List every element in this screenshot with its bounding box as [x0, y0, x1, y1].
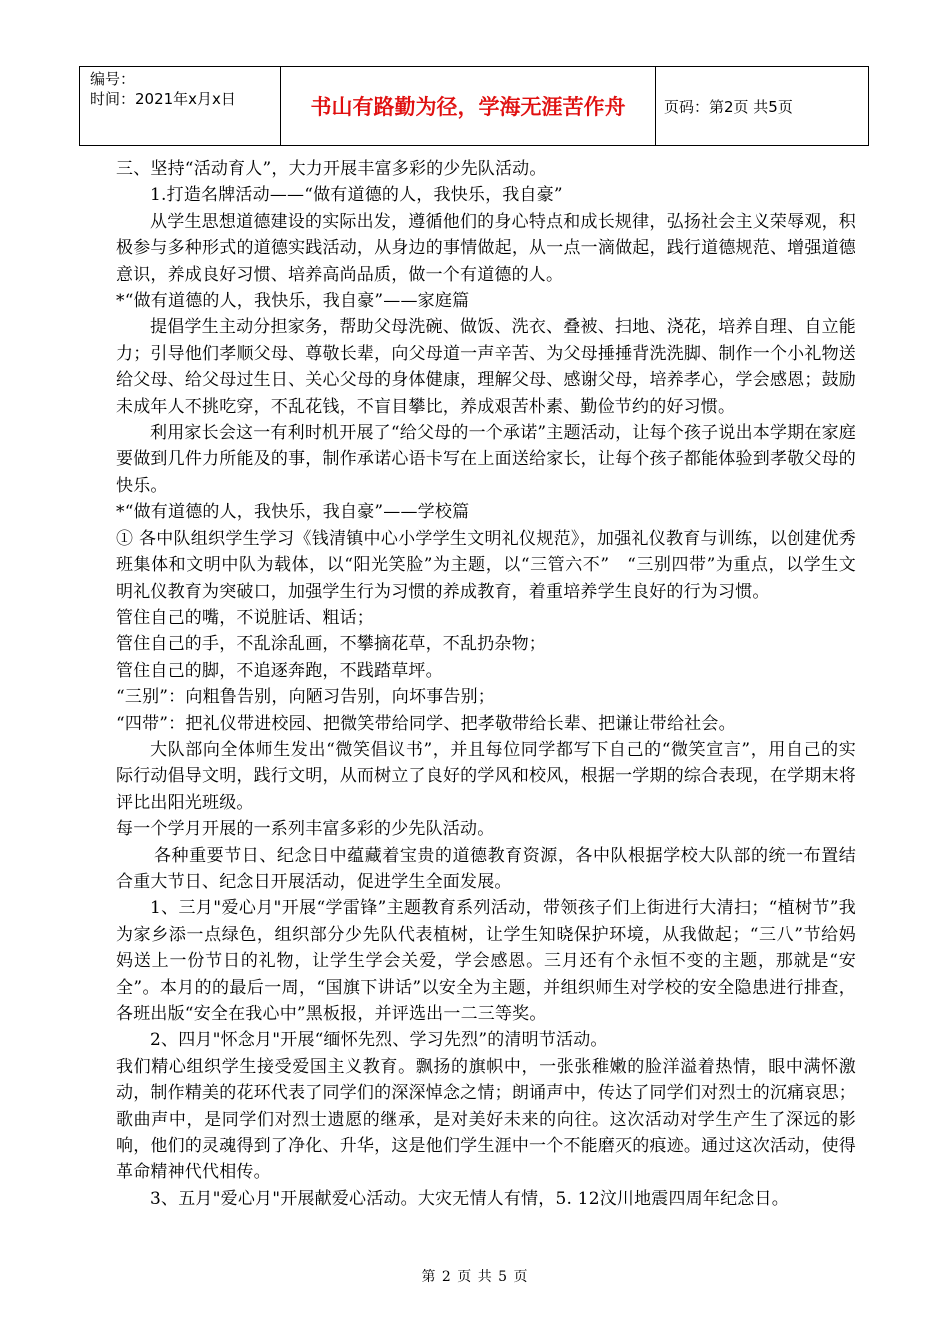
paragraph: 管住自己的脚，不追逐奔跑，不践踏草坪。	[116, 660, 443, 681]
header-info	[80, 67, 280, 145]
paragraph: *“做有道德的人，我快乐，我自豪”——家庭篇	[116, 291, 470, 312]
paragraph: 3、五月"爱心月"开展献爱心活动。大灾无情人有情，5. 12汶川地震四周年纪念日。	[150, 1188, 789, 1209]
header-page-info: 页码：第2页 共5页	[664, 97, 793, 116]
paragraph: 每一个学月开展的一系列丰富多彩的少先队活动。	[116, 819, 495, 840]
paragraph: 利用家长会这一有利时机开展了“给父母的一个承诺”主题活动，让每个孩子说出本学期在家庭要做到几件力所能及的事，制作承诺心语卡写在上面送给家长，让每个孩子都能体验到孝敬父母的快乐。	[116, 423, 856, 496]
paragraph: 大队部向全体师生发出“微笑倡议书”，并且每位同学都写下自己的“微笑宣言”，用自己的实际行动倡导文明，践行文明，从而树立了良好的学风和校风，根据一学期的综合表现，在学期末将评比出阳光班级。	[116, 739, 856, 813]
paragraph: 各种重要节日、纪念日中蕴藏着宝贵的道德教育资源，各中队根据学校大队部的统一布置结合重大节日、纪念日开展活动，促进学生全面发展。	[116, 845, 856, 892]
paragraph: 我们精心组织学生接受爱国主义教育。飘扬的旗帜中，一张张稚嫩的脸洋溢着热情，眼中满怀激动，制作精美的花环代表了同学们的深深悼念之情；朗诵声中，传达了同学们对烈士的沉痛哀思；歌曲声中，是同学们对烈士遗愿的继承，是对美好未来的向往。这次活动对学生产生了深远的影响，他们的灵魂得到了净化、升华，这是他们学生涯中一个不能磨灭的痕迹。通过这次活动，使得革命精神代代相传。	[116, 1056, 856, 1183]
paragraph: 1、三月"爱心月"开展“学雷锋”主题教育系列活动，带领孩子们上街进行大清扫；“植树节”我为家乡添一点绿色，组织部分少先队代表植树，让学生知晓保护环境，从我做起；“三八”节给妈妈送上一份节日的礼物，让学生学会关爱，学会感恩。三月还有个永恒不变的主题，那就是“安全”。本月的的最后一周，“国旗下讲话”以安全为主题，并组织师生对学校的安全隐患进行排查，各班出版“安全在我心中”黑板报，并评选出一二三等奖。	[116, 898, 856, 1024]
paragraph: “三别”：向粗鲁告别，向陋习告别，向坏事告别；	[116, 687, 495, 708]
section-heading: 三、坚持“活动育人”，大力开展丰富多彩的少先队活动。	[116, 159, 547, 179]
paragraph: 2、四月"怀念月"开展“缅怀先烈、学习先烈”的清明节活动。	[150, 1030, 608, 1051]
paragraph: “四带”：把礼仪带进校园、把微笑带给同学、把孝敬带给长辈、把谦让带给社会。	[116, 713, 736, 734]
document-date: 时间：2021年x月x日	[90, 90, 236, 108]
paragraph: 管住自己的手，不乱涂乱画，不攀摘花草，不乱扔杂物；	[116, 634, 546, 655]
paragraph: *“做有道德的人，我快乐，我自豪”——学校篇	[116, 502, 470, 523]
page-footer: 第 2 页 共 5 页	[421, 1269, 529, 1285]
document-body	[116, 156, 856, 1212]
paragraph: 提倡学生主动分担家务，帮助父母洗碗、做饭、洗衣、叠被、扫地、浇花，培养自理、自立能力；引导他们孝顺父母、尊敬长辈，向父母道一声辛苦、为父母捶捶背洗洗脚、制作一个小礼物送给父母、给父母过生日、关心父母的身体健康，理解父母、感谢父母，培养孝心，学会感恩；鼓励未成年人不挑吃穿，不乱花钱，不盲目攀比，养成艰苦朴素、勤俭节约的好习惯。	[116, 317, 856, 417]
subsection-heading: 1.打造名牌活动——“做有道德的人，我快乐，我自豪”	[150, 185, 563, 206]
paragraph: 管住自己的嘴，不说脏话、粗话；	[116, 607, 374, 628]
document-number: 编号：	[90, 70, 136, 88]
paragraph: ① 各中队组织学生学习《钱清镇中心小学学生文明礼仪规范》，加强礼仪教育与训练，以创建优秀班集体和文明中队为载体，以“阳光笑脸”为主题，以“三管六不” “三别四带”为重点，以学生文明礼仪教育为突破口，加强学生行为习惯的养成教育，着重培养学生良好的行为习惯。	[116, 528, 856, 602]
paragraph: 从学生思想道德建设的实际出发，遵循他们的身心特点和成长规律，弘扬社会主义荣辱观，积极参与多种形式的道德实践活动，从身边的事情做起，从一点一滴做起，践行道德规范、增强道德意识，养成良好习惯、培养高尚品质，做一个有道德的人。	[116, 211, 856, 285]
header-table	[79, 66, 869, 146]
header-motto: 书山有路勤为径，学海无涯苦作舟	[280, 67, 656, 145]
